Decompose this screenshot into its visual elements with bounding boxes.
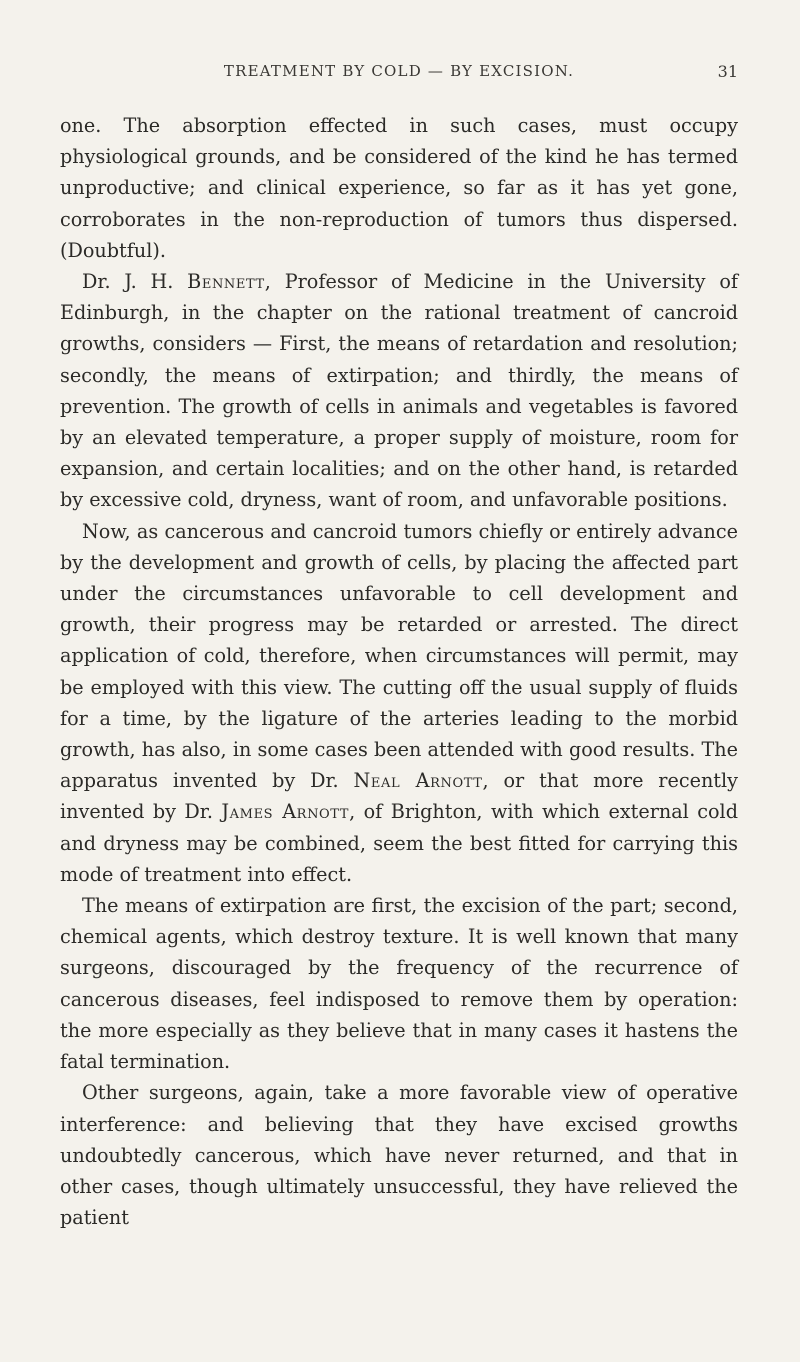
running-title: TREATMENT BY COLD — BY EXCISION. <box>223 62 575 80</box>
page-number: 31 <box>717 62 738 81</box>
paragraph: Dr. J. H. Bennett, Professor of Medicine in the University of Edinburgh, in the chapter on the rational treatment of cancroid growths, considers — First, the means of retardation and resolution; secondly, the means of extirpation; and thirdly, the means of prevention. The growth of cells in animals and vegetables is favored by an elevated temperature, a proper supply of moisture, room for expansion, and certain localities; and on the other hand, is retarded by excessive cold, dryness, want of room, and unfavorable positions. <box>60 270 739 512</box>
paragraph: The means of extirpation are first, the excision of the part; second, chemical agents, which destroy texture. It is well known that many surgeons, discouraged by the frequency of the recurrence of cancerous diseases, feel indisposed to remove them by operation: the more especially as they believe that in many cases it hastens the fatal termination. <box>60 894 738 1074</box>
paragraph: Now, as cancerous and cancroid tumors chiefly or entirely advance by the development and growth of cells, by placing the affected part under the circumstances unfavorable to cell development and growth, their progress may be retarded or arrested. The direct application of cold, therefore, when circumstances will permit, may be employed with this view. The cutting off the usual supply of fluids for a time, by the ligature of the arteries leading to the morbid growth, has also, in some cases been attended with good results. The apparatus invented by Dr. Neal Arnott, or that more recently invented by Dr. James Arnott, of Brighton, with which external cold and dryness may be combined, seem the best fitted for carrying this mode of treatment into effect. <box>60 519 738 886</box>
paragraph: one. The absorption effected in such cases, must occupy physiological grounds, and be considered of the kind he has termed unproductive; and clinical experience, so far as it has yet gone, corroborates in the non-reproduction of tumors thus dispersed. (Doubtful). <box>60 114 738 262</box>
running-header <box>60 62 738 92</box>
body-text <box>60 110 738 1233</box>
author-name: Neal Arnott <box>353 769 483 793</box>
paragraph: Other surgeons, again, take a more favorable view of operative interference: and believing that they have excised growths undoubtedly cancerous, which have never returned, and that in other cases, though ultimately unsuccessful, they have relieved the patient <box>60 1081 738 1230</box>
author-name: James Arnott <box>221 800 350 824</box>
author-name: Bennett <box>187 270 265 294</box>
